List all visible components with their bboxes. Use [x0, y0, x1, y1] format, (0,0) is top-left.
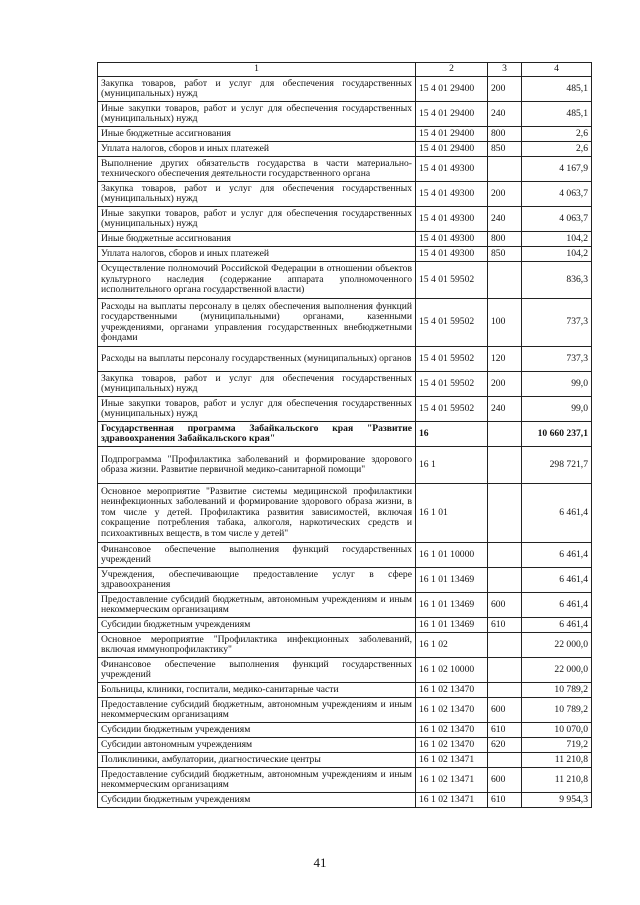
row-code: 15 4 01 49300	[416, 182, 488, 207]
row-code: 16 1 02 13470	[416, 698, 488, 723]
row-name: Осуществление полномочий Российской Федерации в отношении объектов культурного наследия (содержание аппарата уполномоченного исполнительного органа государственной власти)	[98, 262, 416, 299]
header-col-2: 2	[416, 63, 488, 77]
row-name: Закупка товаров, работ и услуг для обеспечения государственных (муниципальных) нужд	[98, 182, 416, 207]
row-amount: 10 660 237,1	[522, 422, 592, 447]
row-name: Поликлиники, амбулатории, диагностические центры	[98, 753, 416, 768]
row-amount: 99,0	[522, 372, 592, 397]
table-row	[98, 618, 592, 633]
row-amount: 485,1	[522, 77, 592, 102]
row-code: 16 1 01 10000	[416, 543, 488, 568]
row-code: 16 1 01	[416, 484, 488, 543]
table-header-row	[98, 63, 592, 77]
table-row	[98, 793, 592, 808]
table-row	[98, 422, 592, 447]
row-name: Предоставление субсидий бюджетным, автономным учреждениям и иным некоммерческим организациям	[98, 593, 416, 618]
row-name: Предоставление субсидий бюджетным, автономным учреждениям и иным некоммерческим организациям	[98, 698, 416, 723]
row-name: Подпрограмма "Профилактика заболеваний и формирование здорового образа жизни. Развитие первичной медико-санитарной помощи"	[98, 447, 416, 484]
row-code: 16 1 02 10000	[416, 658, 488, 683]
table-row	[98, 447, 592, 484]
table-row	[98, 262, 592, 299]
table-row	[98, 568, 592, 593]
row-type: 200	[488, 182, 522, 207]
row-amount: 6 461,4	[522, 568, 592, 593]
header-col-1: 1	[98, 63, 416, 77]
table-row	[98, 77, 592, 102]
row-type	[488, 683, 522, 698]
row-code: 16 1 02 13471	[416, 753, 488, 768]
row-name: Иные закупки товаров, работ и услуг для обеспечения государственных (муниципальных) нужд	[98, 207, 416, 232]
row-code: 16 1 01 13469	[416, 593, 488, 618]
row-amount: 10 789,2	[522, 698, 592, 723]
table-row	[98, 157, 592, 182]
table-row	[98, 698, 592, 723]
table-row	[98, 347, 592, 372]
table-row	[98, 753, 592, 768]
row-amount: 4 063,7	[522, 182, 592, 207]
row-name: Субсидии бюджетным учреждениям	[98, 618, 416, 633]
row-code: 15 4 01 29400	[416, 127, 488, 142]
row-type	[488, 568, 522, 593]
row-code: 15 4 01 59502	[416, 299, 488, 347]
table-row	[98, 723, 592, 738]
table-row	[98, 299, 592, 347]
row-type	[488, 753, 522, 768]
table-row	[98, 484, 592, 543]
row-code: 15 4 01 49300	[416, 207, 488, 232]
row-type: 610	[488, 723, 522, 738]
row-name: Уплата налогов, сборов и иных платежей	[98, 142, 416, 157]
row-code: 15 4 01 49300	[416, 157, 488, 182]
row-name: Закупка товаров, работ и услуг для обеспечения государственных (муниципальных) нужд	[98, 77, 416, 102]
row-code: 16 1 02 13470	[416, 723, 488, 738]
table-row	[98, 768, 592, 793]
row-name: Иные закупки товаров, работ и услуг для обеспечения государственных (муниципальных) нужд	[98, 397, 416, 422]
row-code: 16 1	[416, 447, 488, 484]
row-code: 15 4 01 59502	[416, 262, 488, 299]
row-amount: 10 789,2	[522, 683, 592, 698]
row-type	[488, 633, 522, 658]
row-amount: 11 210,8	[522, 753, 592, 768]
row-name: Финансовое обеспечение выполнения функций государственных учреждений	[98, 543, 416, 568]
row-amount: 6 461,4	[522, 484, 592, 543]
row-type	[488, 658, 522, 683]
row-amount: 4 167,9	[522, 157, 592, 182]
row-code: 15 4 01 59502	[416, 347, 488, 372]
row-code: 16 1 02 13471	[416, 768, 488, 793]
row-name: Основное мероприятие "Профилактика инфекционных заболеваний, включая иммунопрофилактику"	[98, 633, 416, 658]
row-amount: 10 070,0	[522, 723, 592, 738]
row-amount: 11 210,8	[522, 768, 592, 793]
row-code: 16 1 02 13470	[416, 738, 488, 753]
row-type: 100	[488, 299, 522, 347]
row-name: Расходы на выплаты персоналу государственных (муниципальных) органов	[98, 347, 416, 372]
table-row	[98, 658, 592, 683]
table-row	[98, 127, 592, 142]
row-code: 16 1 01 13469	[416, 568, 488, 593]
row-type: 800	[488, 127, 522, 142]
table-row	[98, 683, 592, 698]
row-name: Субсидии бюджетным учреждениям	[98, 793, 416, 808]
row-amount: 22 000,0	[522, 658, 592, 683]
row-type: 610	[488, 618, 522, 633]
row-amount: 485,1	[522, 102, 592, 127]
row-code: 15 4 01 29400	[416, 77, 488, 102]
table-row	[98, 593, 592, 618]
row-code: 15 4 01 29400	[416, 102, 488, 127]
row-type	[488, 157, 522, 182]
table-row	[98, 397, 592, 422]
row-code: 16 1 02 13471	[416, 793, 488, 808]
table-row	[98, 247, 592, 262]
row-name: Уплата налогов, сборов и иных платежей	[98, 247, 416, 262]
row-amount: 737,3	[522, 299, 592, 347]
row-type: 240	[488, 207, 522, 232]
row-type: 610	[488, 793, 522, 808]
row-type	[488, 447, 522, 484]
row-name: Государственная программа Забайкальского края "Развитие здравоохранения Забайкальского края"	[98, 422, 416, 447]
row-amount: 6 461,4	[522, 593, 592, 618]
row-type	[488, 543, 522, 568]
row-amount: 104,2	[522, 232, 592, 247]
row-type: 620	[488, 738, 522, 753]
row-code: 15 4 01 49300	[416, 247, 488, 262]
row-type: 850	[488, 247, 522, 262]
page-number: 41	[313, 855, 327, 870]
table-row	[98, 543, 592, 568]
row-name: Выполнение других обязательств государства в части материально-технического обеспечения деятельности государственного органа	[98, 157, 416, 182]
row-name: Расходы на выплаты персоналу в целях обеспечения выполнения функций государственными (муниципальными) органами, казенными учреждениями, органами управления государственных внебюджетными фондами	[98, 299, 416, 347]
row-amount: 2,6	[522, 127, 592, 142]
row-type: 600	[488, 698, 522, 723]
header-col-3: 3	[488, 63, 522, 77]
budget-table-body	[98, 63, 592, 808]
row-type: 240	[488, 102, 522, 127]
row-name: Иные бюджетные ассигнования	[98, 127, 416, 142]
table-row	[98, 142, 592, 157]
row-name: Субсидии бюджетным учреждениям	[98, 723, 416, 738]
table-row	[98, 372, 592, 397]
row-amount: 4 063,7	[522, 207, 592, 232]
row-amount: 99,0	[522, 397, 592, 422]
row-code: 15 4 01 59502	[416, 372, 488, 397]
row-type: 200	[488, 372, 522, 397]
row-name: Субсидии автономным учреждениям	[98, 738, 416, 753]
table-row	[98, 182, 592, 207]
row-name: Учреждения, обеспечивающие предоставление услуг в сфере здравоохранения	[98, 568, 416, 593]
row-code: 16	[416, 422, 488, 447]
row-amount: 6 461,4	[522, 618, 592, 633]
table-row	[98, 633, 592, 658]
row-amount: 104,2	[522, 247, 592, 262]
header-col-4: 4	[522, 63, 592, 77]
row-code: 15 4 01 59502	[416, 397, 488, 422]
row-code: 15 4 01 29400	[416, 142, 488, 157]
row-amount: 9 954,3	[522, 793, 592, 808]
row-name: Финансовое обеспечение выполнения функций государственных учреждений	[98, 658, 416, 683]
row-type: 850	[488, 142, 522, 157]
row-type	[488, 262, 522, 299]
row-name: Закупка товаров, работ и услуг для обеспечения государственных (муниципальных) нужд	[98, 372, 416, 397]
row-amount: 298 721,7	[522, 447, 592, 484]
row-amount: 737,3	[522, 347, 592, 372]
row-type	[488, 484, 522, 543]
row-name: Больницы, клиники, госпитали, медико-санитарные части	[98, 683, 416, 698]
row-amount: 22 000,0	[522, 633, 592, 658]
row-type: 240	[488, 397, 522, 422]
table-row	[98, 738, 592, 753]
row-name: Иные закупки товаров, работ и услуг для обеспечения государственных (муниципальных) нужд	[98, 102, 416, 127]
row-name: Иные бюджетные ассигнования	[98, 232, 416, 247]
row-name: Основное мероприятие "Развитие системы медицинской профилактики неинфекционных заболеваний и формирование здорового образа жизни, в том числе у детей. Профилактика развития зависимостей, включая сокращение потребления табака, алкоголя, наркотических средств и психоактивных веществ, в том числе у детей"	[98, 484, 416, 543]
row-code: 15 4 01 49300	[416, 232, 488, 247]
row-type: 200	[488, 77, 522, 102]
row-type	[488, 422, 522, 447]
row-type: 600	[488, 593, 522, 618]
row-code: 16 1 02 13470	[416, 683, 488, 698]
row-amount: 719,2	[522, 738, 592, 753]
row-amount: 836,3	[522, 262, 592, 299]
row-code: 16 1 02	[416, 633, 488, 658]
row-type: 600	[488, 768, 522, 793]
budget-table	[97, 62, 592, 808]
row-amount: 2,6	[522, 142, 592, 157]
row-type: 120	[488, 347, 522, 372]
row-code: 16 1 01 13469	[416, 618, 488, 633]
table-row	[98, 207, 592, 232]
table-row	[98, 102, 592, 127]
row-type: 800	[488, 232, 522, 247]
row-amount: 6 461,4	[522, 543, 592, 568]
table-row	[98, 232, 592, 247]
row-name: Предоставление субсидий бюджетным, автономным учреждениям и иным некоммерческим организациям	[98, 768, 416, 793]
